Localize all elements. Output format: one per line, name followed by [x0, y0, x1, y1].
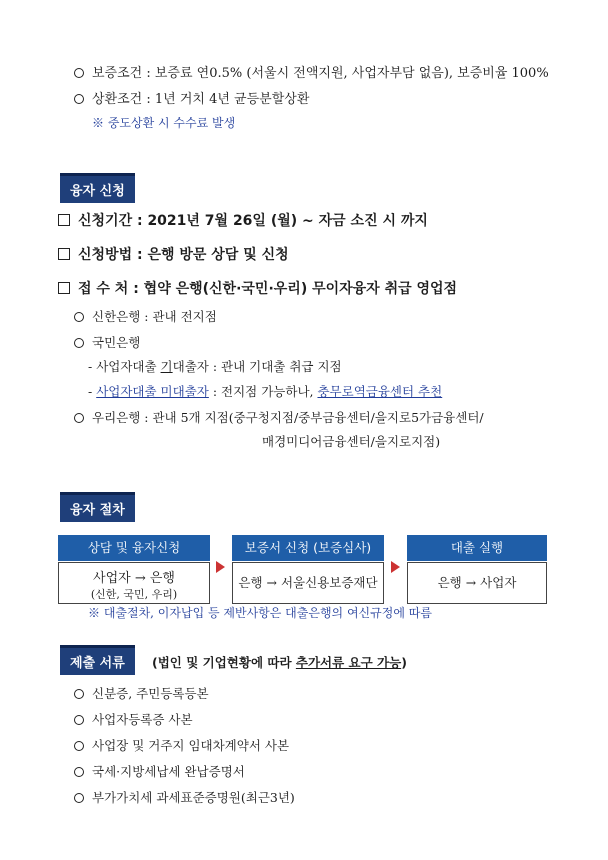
- step-3-body: 은행 → 사업자: [407, 562, 547, 604]
- circle-bullet-icon: [74, 94, 84, 104]
- step-1-body: 사업자 → 은행 (신한, 국민, 우리): [58, 562, 210, 604]
- document-item: 사업장 및 거주지 임대차계약서 사본: [74, 736, 289, 754]
- circle-bullet-icon: [74, 338, 84, 348]
- checkbox-icon: [58, 214, 70, 226]
- circle-bullet-icon: [74, 413, 84, 423]
- circle-bullet-icon: [74, 312, 84, 322]
- arrow-right-icon: [216, 561, 225, 573]
- checkbox-icon: [58, 282, 70, 294]
- early-repay-note: ※ 중도상환 시 수수료 발생: [92, 116, 236, 130]
- circle-bullet-icon: [74, 767, 84, 777]
- step-2-body: 은행 → 서울신용보증재단: [232, 562, 384, 604]
- arrow-right-icon: [391, 561, 400, 573]
- kookmin-new-borrower: - 사업자대출 미대출자 : 전지점 가능하나, 충무로역금융센터 추천: [88, 384, 443, 399]
- bank-shinhan: 신한은행 : 관내 전지점: [74, 307, 217, 325]
- documents-header-note: (법인 및 기업현황에 따라 추가서류 요구 가능): [152, 655, 407, 670]
- kookmin-existing-borrower: - 사업자대출 기대출자 : 관내 기대출 취급 지점: [88, 359, 342, 374]
- section-header-procedure: 융자 절차: [60, 492, 135, 522]
- section-header-application: 융자 신청: [60, 173, 135, 203]
- circle-bullet-icon: [74, 715, 84, 725]
- application-method: 신청방법 : 은행 방문 상담 및 신청: [58, 244, 289, 264]
- bank-woori: 우리은행 : 관내 5개 지점(중구청지점/중부금융센터/을지로5가금융센터/: [74, 408, 484, 426]
- guarantee-condition: 보증조건 : 보증료 연0.5% (서울시 전액지원, 사업자부담 없음), 보증비율 100%: [74, 62, 549, 81]
- repay-condition: 상환조건 : 1년 거치 4년 균등분할상환: [74, 88, 309, 107]
- document-item: 국세·지방세납세 완납증명서: [74, 762, 245, 780]
- document-item: 사업자등록증 사본: [74, 710, 193, 728]
- step-3-title: 대출 실행: [407, 535, 547, 561]
- circle-bullet-icon: [74, 741, 84, 751]
- document-item: 신분증, 주민등록등본: [74, 684, 209, 702]
- circle-bullet-icon: [74, 68, 84, 78]
- checkbox-icon: [58, 248, 70, 260]
- section-header-documents: 제출 서류: [60, 645, 135, 675]
- circle-bullet-icon: [74, 793, 84, 803]
- procedure-note: ※ 대출절차, 이자납입 등 제반사항은 대출은행의 여신규정에 따름: [88, 606, 432, 620]
- step-2-title: 보증서 신청 (보증심사): [232, 535, 384, 561]
- bank-kookmin: 국민은행: [74, 333, 140, 351]
- circle-bullet-icon: [74, 689, 84, 699]
- step-1-title: 상담 및 융자신청: [58, 535, 210, 561]
- document-item: 부가가치세 과세표준증명원(최근3년): [74, 788, 295, 806]
- application-period: 신청기간 : 2021년 7월 26일 (월) ~ 자금 소진 시 까지: [58, 210, 428, 230]
- application-place: 접 수 처 : 협약 은행(신한·국민·우리) 무이자융자 취급 영업점: [58, 278, 457, 298]
- bank-woori-cont: 매경미디어금융센터/을지로지점): [262, 434, 441, 449]
